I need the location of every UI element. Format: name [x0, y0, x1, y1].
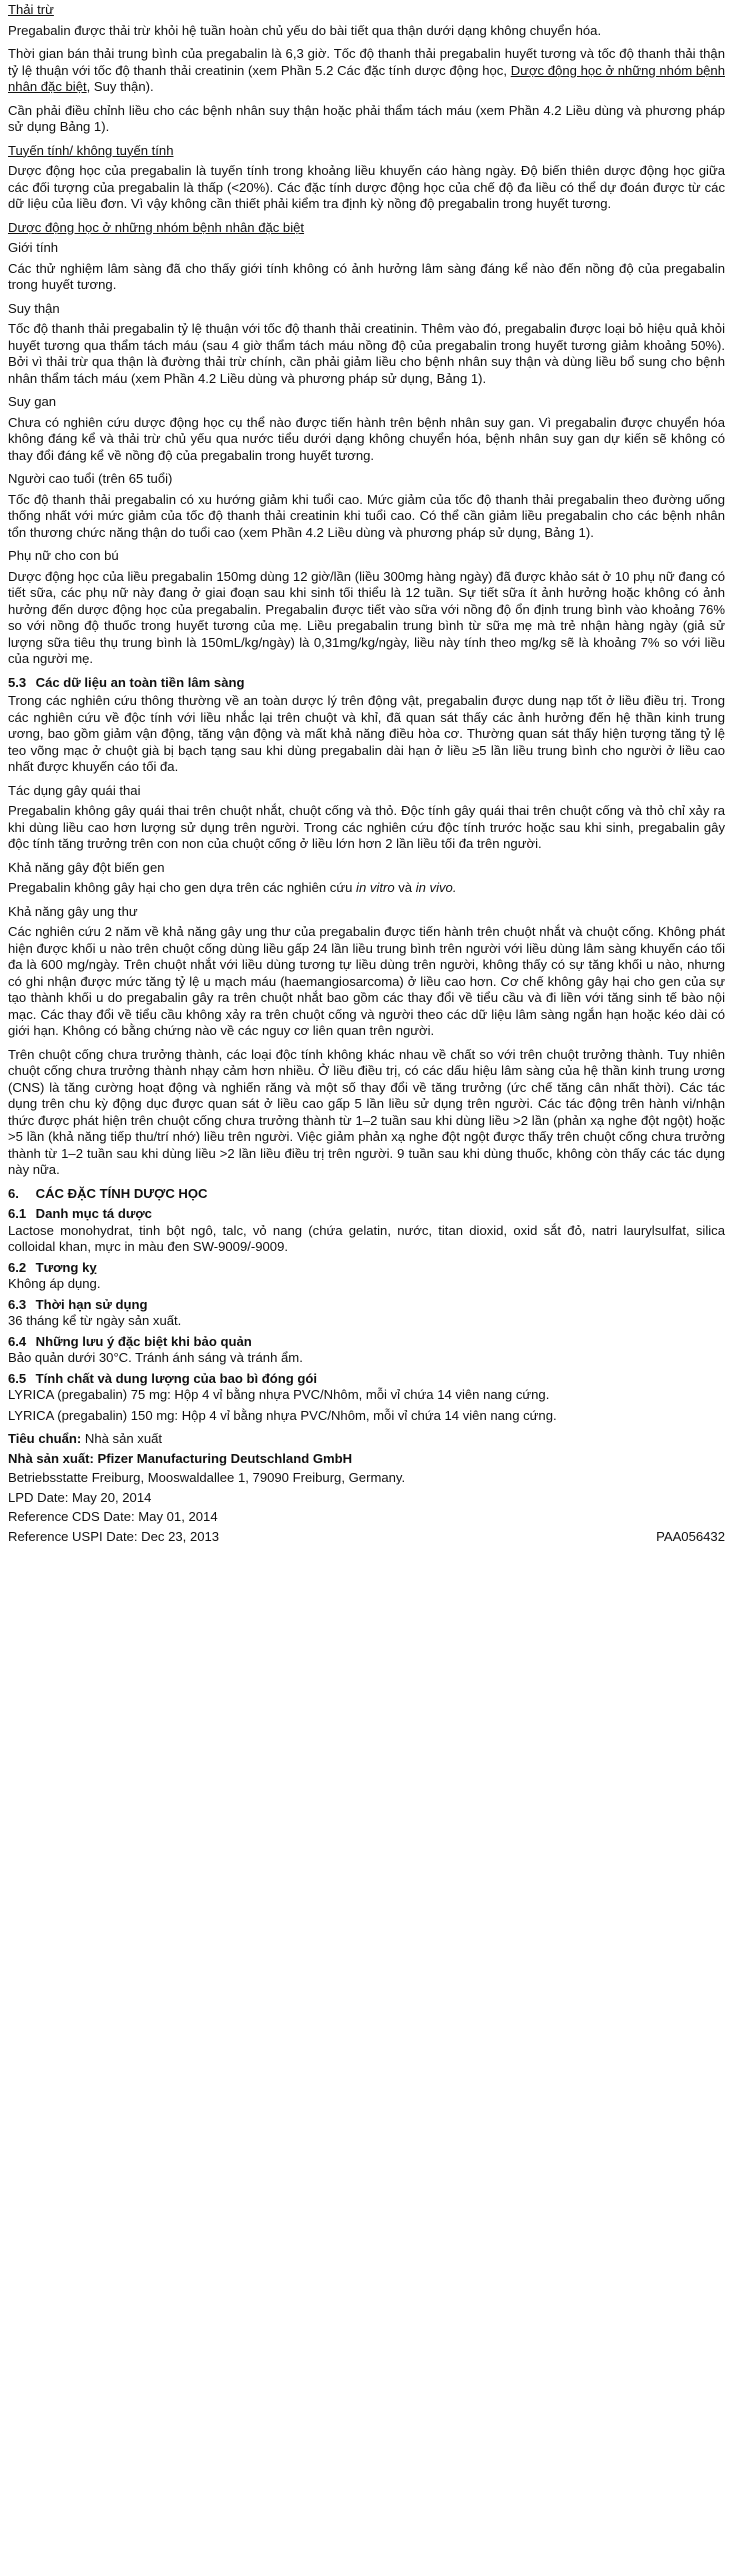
paragraph-shelf-life: 36 tháng kể từ ngày sản xuất. [8, 1313, 182, 1328]
heading-teratogenicity: Tác dụng gây quái thai [8, 782, 141, 798]
paragraph-excipients: Lactose monohydrat, tinh bột ngô, talc, vỏ nang (chứa gelatin, nước, titan dioxid, oxid sắt đỏ, natri laurylsulfat, silica colloidal khan, mực in màu đen SW-9009/-9009. [8, 1222, 725, 1254]
paragraph-elderly: Tốc độ thanh thải pregabalin có xu hướng giảm khi tuổi cao. Mức giảm của tốc độ thanh thải pregabalin theo đường uống thống nhất với mức giảm của tốc độ thanh thải creatinin khi tuổi cao. Có thể cần giảm liều pregabalin cho các bệnh nhân tổn thương chức năng thận do tuổi cao (xem Phần 4.2 Liều dùng và phương pháp sử dụng, Bảng 1). [8, 491, 725, 540]
heading-special-populations: Dược động học ở những nhóm bệnh nhân đặc biệt [8, 219, 305, 235]
reference-uspi-date: Reference USPI Date: Dec 23, 2013 [8, 1528, 220, 1544]
section-heading-5-3 [8, 675, 725, 692]
heading-lactation: Phụ nữ cho con bú [8, 548, 119, 563]
subsection-title: Tính chất và dung lượng của bao bì đóng gói [35, 1370, 318, 1386]
paragraph-teratogenicity: Pregabalin không gây quái thai trên chuột nhắt, chuột cống và thỏ. Độc tính gây quái thai trên chuột cống và thỏ chỉ xảy ra khi dùng liều cao hơn lượng sử dụng trên người. Trong các nghiên cứu độc tính trước hoặc sau khi sinh, pregabalin gây độc tính tăng trưởng trên con non của chuột cống ở liều lớn hơn 2 lần liều tối đa trên người. [8, 803, 725, 851]
paragraph-excretion-2 [8, 46, 725, 96]
footer-row [8, 1529, 725, 1546]
subsection-heading-6-4 [8, 1334, 725, 1351]
heading-elderly: Người cao tuổi (trên 65 tuổi) [8, 471, 173, 486]
reference-cds-date: Reference CDS Date: May 01, 2014 [8, 1509, 218, 1524]
standard-value: Nhà sản xuất [81, 1431, 163, 1446]
section-title: Các dữ liệu an toàn tiền lâm sàng [35, 674, 245, 690]
text-run: , Suy thận). [86, 79, 154, 94]
text-run: Pregabalin không gây hại cho gen dựa trên các nghiên cứu [8, 880, 357, 895]
standard-label: Tiêu chuẩn: [8, 1431, 82, 1446]
section-heading-6 [8, 1186, 725, 1203]
heading-excretion: Thải trừ [8, 2, 54, 17]
paragraph-lactation: Dược động học của liều pregabalin 150mg dùng 12 giờ/lần (liều 300mg hàng ngày) đã được khảo sát ở 10 phụ nữ đang có tiết sữa, các phụ nữ này đang ở giai đoạn sau khi sinh tối thiểu là 12 tuần. Sự tiết sữa ít ảnh hưởng hoặc không có ảnh hưởng đến dược động học của pregabalin. Pregabalin được tiết vào sữa với nồng độ ổn định trung bình vào khoảng 76% so với nồng độ thuốc trong huyết tương của mẹ. Liều pregabalin trung bình từ sữa mẹ mà trẻ nhận hàng ngày (giả sử lượng sữa tiêu thụ trung bình là 150mL/kg/ngày) là 0,31mg/kg/ngày, liều này tính theo mg/kg sẽ là khoảng 7% so với liều của người mẹ. [8, 568, 725, 666]
paragraph-linearity: Dược động học của pregabalin là tuyến tính trong khoảng liều khuyến cáo hàng ngày. Độ biến thiên dược động học giữa các đối tượng của pregabalin là thấp (<20%). Các đặc tính dược động học của chế độ đa liều có thể dự đoán được từ các dữ liệu của liều đơn. Vì vậy không cần thiết phải kiểm tra định kỳ nồng độ pregabalin trong huyết tương. [8, 163, 725, 211]
paragraph-mutagenicity [8, 880, 725, 897]
subsection-title: Những lưu ý đặc biệt khi bảo quản [35, 1333, 252, 1349]
paragraph-storage: Bảo quản dưới 30°C. Tránh ánh sáng và tránh ẩm. [8, 1350, 303, 1365]
text-run: và [394, 880, 416, 895]
paragraph-carcinogenicity-1: Các nghiên cứu 2 năm về khả năng gây ung thư của pregabalin được tiến hành trên chuột nhắt và chuột cống. Không phát hiện được khối u nào trên chuột cống dùng liều gấp 24 lần liều trung bình trên người với liều dùng lâm sàng khuyến cáo tối đa là 600 mg/ngày. Trên chuột nhắt với liều dùng tương tự liều dùng trên người, không thấy có sự tăng khối u nào, nhưng có ghi nhận được mức tăng tỷ lệ u mạch máu (haemangiosarcoma) ở liều cao hơn. Cơ chế không gây hại cho gen của sự tạo thành khối u do pregabalin gây ra trên chuột nhắt bao gồm các thay đổi về tiểu cầu và đi liền với tăng sinh tế bào nội mạc. Các thay đổi về tiểu cầu không xảy ra trên chuột cống và người theo các dữ liệu lâm sàng ngắn hạn hoặc kéo dài có giới hạn. Không có bằng chứng nào về các nguy cơ liên quan trên người. [8, 924, 725, 1038]
lpd-date: LPD Date: May 20, 2014 [8, 1489, 152, 1505]
paragraph-pack-150mg: LYRICA (pregabalin) 150 mg: Hộp 4 vỉ bằng nhựa PVC/Nhôm, mỗi vỉ chứa 14 viên nang cứng. [8, 1407, 557, 1423]
manufacturer-name: Nhà sản xuất: Pfizer Manufacturing Deutschland GmbH [8, 1450, 353, 1466]
standard-line [8, 1431, 725, 1448]
section-number: 5.3 [8, 674, 27, 690]
text-run: Thời gian bán thải trung bình của pregabalin là 6,3 giờ. Tốc độ thanh thải pregabalin huyết tương và tốc độ thanh thải thận tỷ lệ thuận với tốc độ thanh thải creatinin (xem Phần 5.2 Các đặc tính dược động học, [8, 46, 725, 78]
text-run-italic: in vitro [356, 880, 395, 895]
paragraph-incompatibilities: Không áp dụng. [8, 1276, 101, 1291]
subsection-heading-6-5 [8, 1371, 725, 1388]
cross-reference-link: Dược động học ở những nhóm bệnh nhân đặc biệt [8, 62, 725, 94]
subsection-heading-6-2 [8, 1260, 725, 1277]
paragraph-excretion-3: Cần phải điều chỉnh liều cho các bệnh nhân suy thận hoặc phải thẩm tách máu (xem Phần 4.2 Liều dùng và phương pháp sử dụng Bảng 1). [8, 102, 725, 134]
heading-gender: Giới tính [8, 240, 59, 255]
section-number: 6. [8, 1185, 19, 1201]
manufacturer-address: Betriebsstatte Freiburg, Mooswaldallee 1, 79090 Freiburg, Germany. [8, 1470, 406, 1485]
section-title: CÁC ĐẶC TÍNH DƯỢC HỌC [35, 1185, 208, 1201]
subsection-title: Danh mục tá dược [35, 1206, 152, 1221]
paragraph-carcinogenicity-2: Trên chuột cống chưa trưởng thành, các loại độc tính không khác nhau về chất so với trên chuột trưởng thành. Tuy nhiên chuột cống chưa trưởng thành nhạy cảm hơn nhiều. Ở liều điều trị, có các dấu hiệu lâm sàng của hệ thần kinh trung ương (CNS) là tăng cường hoạt động và nghiến răng và một số thay đổi về tăng trưởng (ức chế tăng cân nhất thời). Các tác dụng trên chu kỳ động dục được quan sát ở liều cao gấp 5 lần liều sử dụng trên người. Các tác động trên hành vi/nhận thức được phát hiện trên chuột cống chưa trưởng thành từ 1–2 tuần sau khi dùng liều >2 lần (phản xạ nghe đột ngột) hoặc >5 lần (khả năng tiếp thu/trí nhớ) liều trên người. Việc giảm phản xạ nghe đột ngột được thấy trên chuột cống chưa trưởng thành từ 1–2 tuần sau khi dùng liều >2 lần liều điều trị trên người. 9 tuần sau khi dùng thuốc, không còn thấy các tác dụng này nữa. [8, 1046, 725, 1177]
paragraph-preclinical: Trong các nghiên cứu thông thường về an toàn dược lý trên động vật, pregabalin được dung nạp tốt ở liều điều trị. Trong các nghiên cứu về độc tính với liều nhắc lại trên chuột và khỉ, đã quan sát thấy các ảnh hưởng đến hệ thần kinh trung ương, bao gồm giảm vận động, tăng vận động và mất khả năng điều hòa cơ. Thường quan sát thấy hiện tượng tăng tỷ lệ teo võng mạc ở chuột già bị bạch tạng sau khi dùng pregabalin dài hạn ở liều ≥5 lần liều trung bình cho người ở liều cao nhất được khuyến cáo tối đa. [8, 693, 725, 774]
subsection-heading-6-3 [8, 1297, 725, 1314]
heading-hepatic: Suy gan [8, 394, 57, 409]
subsection-number: 6.5 [8, 1370, 27, 1386]
text-run-italic: in vivo. [415, 880, 457, 895]
subsection-title: Tương kỵ [35, 1259, 97, 1275]
heading-renal: Suy thận [8, 300, 60, 316]
subsection-number: 6.3 [8, 1296, 27, 1312]
paragraph-renal: Tốc độ thanh thải pregabalin tỷ lệ thuận với tốc độ thanh thải creatinin. Thêm vào đó, pregabalin được loại bỏ hiệu quả khỏi huyết tương qua thẩm tách máu (sau 4 giờ thẩm tách máu nồng độ của pregabalin trong huyết tương giảm khoảng 50%). Bởi vì thải trừ qua thận là đường thải trừ chính, cần phải giảm liều cho bệnh nhân suy thận và dùng liều bổ sung cho bệnh nhân thẩm tách máu (xem Phần 4.2 Liều dùng và phương pháp sử dụng, Bảng 1). [8, 321, 725, 386]
paragraph-hepatic: Chưa có nghiên cứu dược động học cụ thể nào được tiến hành trên bệnh nhân suy gan. Vì pregabalin được chuyển hóa không đáng kể và thải trừ chủ yếu qua nước tiểu dưới dạng không chuyển hóa, bệnh nhân suy gan dự kiến sẽ không có thay đổi đáng kể về nồng độ của pregabalin trong huyết tương. [8, 414, 725, 463]
subsection-heading-6-1 [8, 1206, 725, 1223]
subsection-number: 6.1 [8, 1206, 27, 1221]
subsection-number: 6.2 [8, 1259, 27, 1275]
subsection-number: 6.4 [8, 1333, 27, 1349]
heading-linearity: Tuyến tính/ không tuyến tính [8, 142, 174, 158]
heading-mutagenicity: Khả năng gây đột biến gen [8, 859, 165, 875]
subsection-title: Thời hạn sử dụng [35, 1296, 148, 1312]
paragraph-gender: Các thử nghiệm lâm sàng đã cho thấy giới tính không có ảnh hưởng lâm sàng đáng kể nào đến nồng độ của pregabalin trong huyết tương. [8, 260, 725, 292]
paragraph-excretion-1: Pregabalin được thải trừ khỏi hệ tuần hoàn chủ yếu do bài tiết qua thận dưới dạng không chuyển hóa. [8, 22, 602, 38]
document-code: PAA056432 [656, 1528, 725, 1544]
paragraph-pack-75mg: LYRICA (pregabalin) 75 mg: Hộp 4 vỉ bằng nhựa PVC/Nhôm, mỗi vỉ chứa 14 viên nang cứng. [8, 1387, 550, 1402]
heading-carcinogenicity: Khả năng gây ung thư [8, 903, 138, 919]
